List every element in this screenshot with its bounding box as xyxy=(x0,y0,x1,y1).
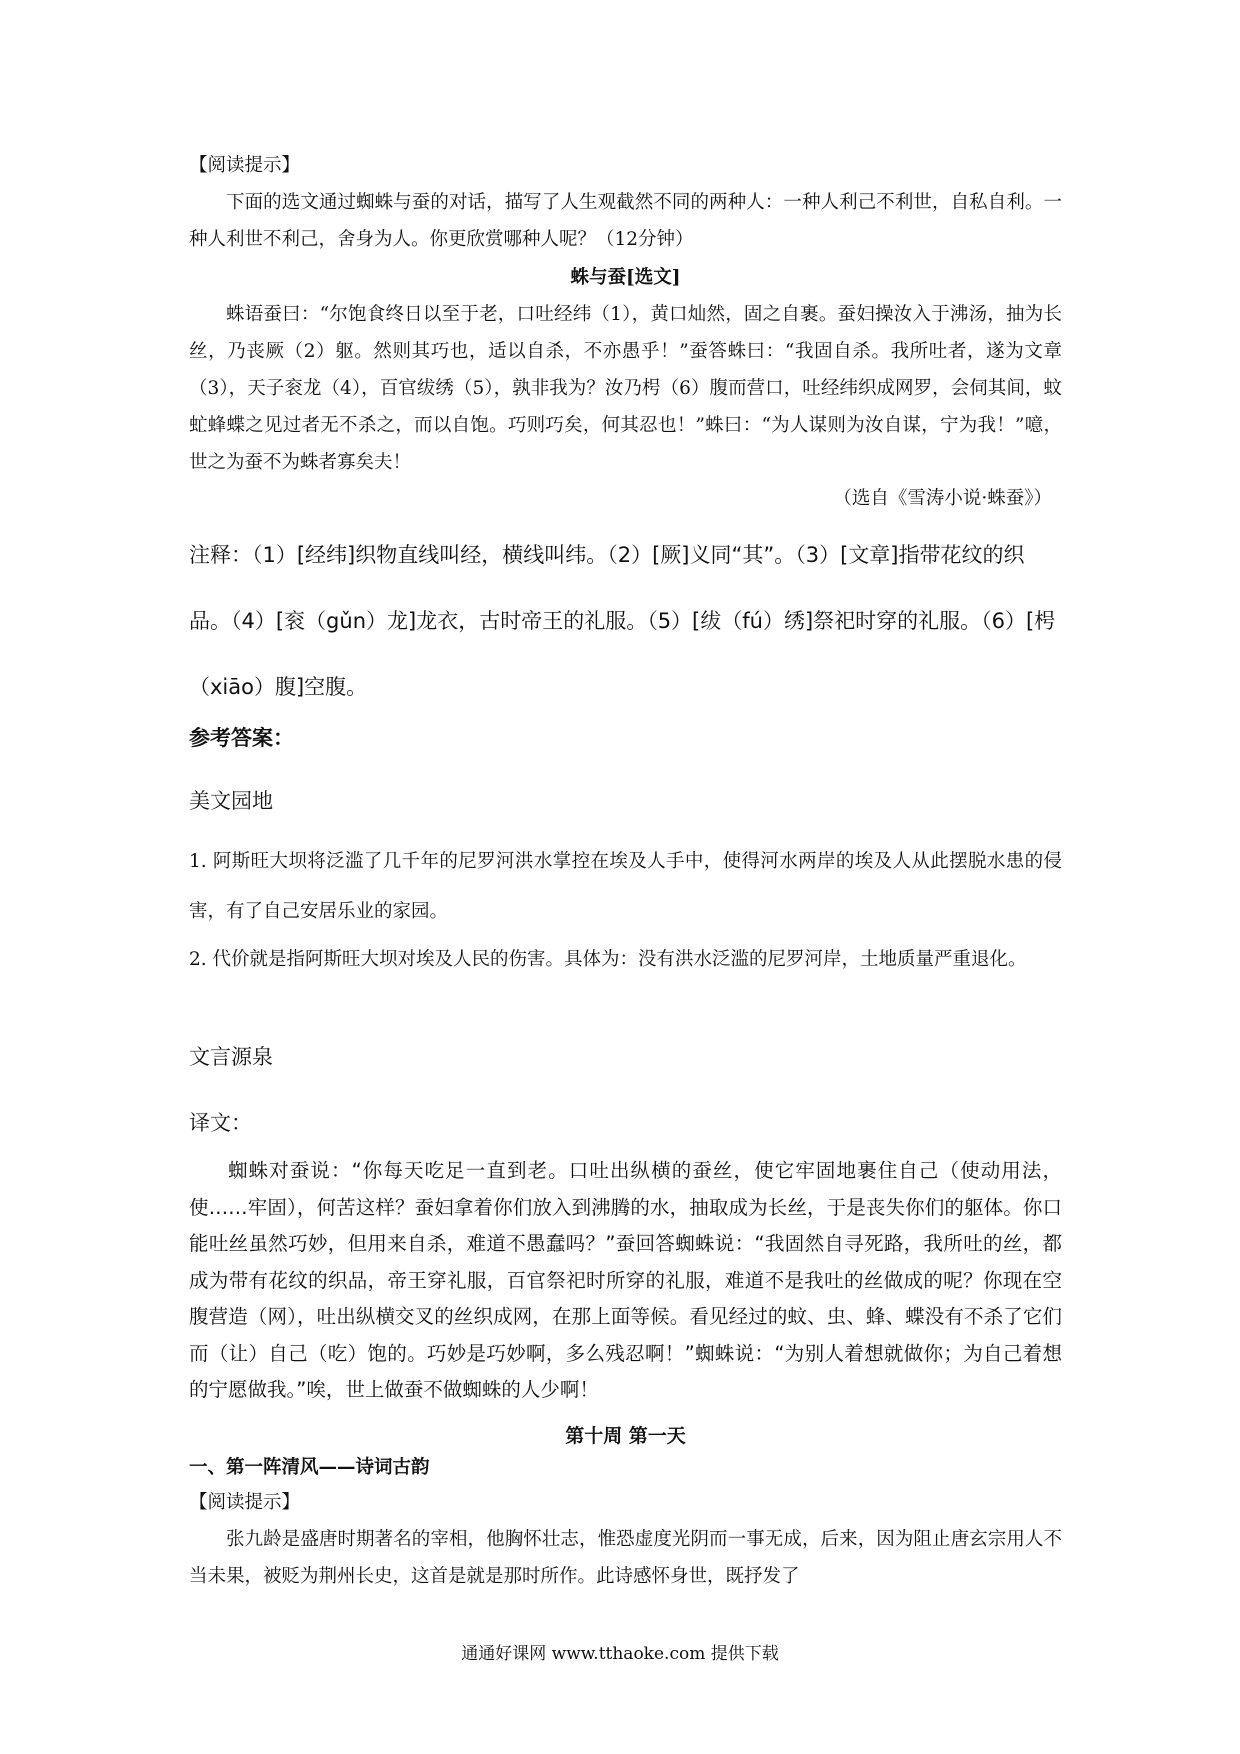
article-title: 蛛与蚕[选文] xyxy=(570,267,681,288)
week-reading-tip-label: 【阅读提示】 xyxy=(189,1492,301,1513)
translation-label: 译文： xyxy=(189,1111,252,1135)
section-heading-essay: 美文园地 xyxy=(189,789,273,813)
week-title: 第十周 第一天 xyxy=(565,1425,686,1447)
translation-text: 蜘蛛对蚕说：“你每天吃足一直到老。口吐出纵横的蚕丝，使它牢固地裹住自己（使动用法，使……牢固），何苦这样？蚕妇拿着你们放入到沸腾的水，抽取成为长丝，于是丧失你们的躯体。你口能吐丝虽然巧妙，但用来自杀，难道不愚蠢吗？”蚕回答蜘蛛说：“我固然自寻死路，我所吐的丝，都成为带有花纹的织品，帝王穿礼服，百官祭祀时所穿的礼服，难道不是我吐的丝做成的呢？你现在空腹营造（网），吐出纵横交叉的丝织成网，在那上面等候。看见经过的蚊、虫、蜂、蝶没有不杀了它们而（让）自己（吃）饱的。巧妙是巧妙啊，多么残忍啊！”蜘蛛说：“为别人着想就做你；为自己着想的宁愿做我。”唉，世上做蚕不做蜘蛛的人少啊！ xyxy=(189,1159,1062,1401)
answer-item-2: 2. 代价就是指阿斯旺大坝对埃及人民的伤害。具体为：没有洪水泛滥的尼罗河岸，土地质量严重退化。 xyxy=(189,949,1027,970)
reading-tip-label: 【阅读提示】 xyxy=(189,155,301,176)
answer-item-1: 1. 阿斯旺大坝将泛滥了几千年的尼罗河洪水掌控在埃及人手中，使得河水两岸的埃及人从此摆脱水患的侵害，有了自己安居乐业的家园。 xyxy=(189,851,1062,922)
annotation-notes: 注释：（1）[经纬]织物直线叫经，横线叫纬。（2）[厥]义同“其”。（3）[文章]指带花纹的织品。（4）[衮（gǔn）龙]龙衣，古时帝王的礼服。（5）[绂（fú）绣]祭祀时穿的礼服。（6）[枵（xiāo）腹]空腹。 xyxy=(189,543,1056,699)
answers-title: 参考答案： xyxy=(189,726,294,750)
reading-tip-intro: 下面的选文通过蜘蛛与蚕的对话，描写了人生观截然不同的两种人：一种人利己不利世，自私自利。一种人利世不利己，舍身为人。你更欣赏哪种人呢？（12分钟） xyxy=(189,192,1062,250)
article-body: 蛛语蚕曰：“尔饱食终日以至于老，口吐经纬（1），黄口灿然，固之自裹。蚕妇操汝入于沸汤，抽为长丝，乃丧厥（2）躯。然则其巧也，适以自杀，不亦愚乎！”蚕答蛛曰：“我固自杀。我所吐者，遂为文章（3），天子衮龙（4），百官绂绣（5），孰非我为？汝乃枵（6）腹而营口，吐经纬织成网罗，会伺其间，蚊虻蜂蝶之见过者无不杀之，而以自饱。巧则巧矣，何其忍也！”蛛曰：“为人谋则为汝自谋，宁为我！”噫，世之为蚕不为蛛者寡矣夫！ xyxy=(189,304,1062,473)
section-heading-classical: 文言源泉 xyxy=(189,1045,273,1069)
page-footer: 通通好课网 www.tthaoke.com 提供下载 xyxy=(461,1644,779,1664)
week-reading-tip-intro: 张九龄是盛唐时期著名的宰相，他胸怀壮志，惟恐虚度光阴而一事无成，后来，因为阻止唐玄宗用人不当未果，被贬为荆州长史，这首是就是那时所作。此诗感怀身世，既抒发了 xyxy=(189,1529,1062,1587)
article-source: （选自《雪涛小说·蛛蚕》） xyxy=(833,488,1052,509)
week-section-heading: 一、第一阵清风——诗词古韵 xyxy=(189,1457,430,1478)
